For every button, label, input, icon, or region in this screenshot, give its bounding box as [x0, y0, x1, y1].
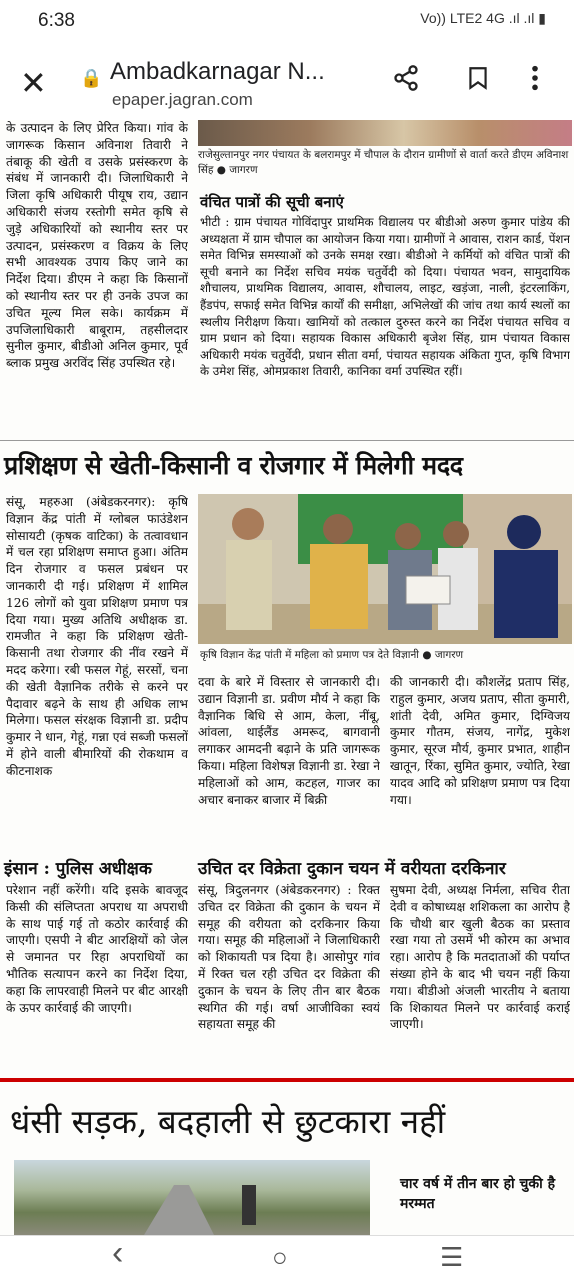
chaupal-photo [198, 120, 572, 146]
page-url: epaper.jagran.com [112, 90, 253, 109]
article-headline: इंसान : पुलिस अधीक्षक [4, 859, 152, 879]
status-bar [0, 0, 574, 44]
lock-icon: 🔒 [80, 68, 103, 88]
article-headline: उचित दर विक्रेता दुकान चयन में वरीयता दरकिनार [198, 859, 506, 879]
photo-caption: राजेसुल्तानपुर नगर पंचायत के बलरामपुर में चौपाल के दौरान ग्रामीणों से वार्ता करते डीएम अविनाश सिंह ● जागरण [198, 149, 569, 176]
article-body: परेशान नहीं करेंगी। यदि इसके बावजूद किसी की संलिप्तता अपराध या अपराधी के साथ पाई गई तो कठोर कार्रवाई की जाएगी। एसपी ने बीट आरक्षियों को जेल से जमानत पर रिहा अपराधियों का भौतिक सत्यापन करने का निर्देश दिया, कहा कि लापरवाही मिलने पर बीट आरक्षी के ऊपर कार्रवाई की जाएगी। [6, 883, 188, 1015]
road-photo [14, 1160, 370, 1235]
bottom-headline: धंसी सड़क, बदहाली से छुटकारा नहीं [10, 1102, 446, 1141]
epaper-page [0, 120, 574, 1235]
article-body: की जानकारी दी। कौशलेंद्र प्रताप सिंह, राहुल कुमार, अजय प्रताप, सीता कुमारी, शांती देवी, अमित कुमार, दिग्विजय कुमार गौतम, संजय, नागेंद्र, मुकेश कुमार, सूरज मौर्य, कुमार प्रभात, शाहीन खातून, रिंका, सुमित कुमार, ज्योति, रेखा यादव आदि को प्रशिक्षण प्रमाण पत्र दिया गया। [390, 675, 570, 807]
article-headline: वंचित पात्रों की सूची बनाएं [200, 193, 344, 211]
system-nav-bar [0, 1235, 574, 1280]
photo-caption: कृषि विज्ञान केंद्र पांती में महिला को प्रमाण पत्र देते विज्ञानी ● जागरण [200, 649, 464, 661]
more-vert-icon[interactable] [530, 64, 540, 99]
status-icons: Vo)) LTE2 4G .ıl .ıl ▮ [420, 10, 546, 26]
home-icon[interactable]: ○ [272, 1242, 288, 1272]
divider [0, 440, 574, 441]
article-continuation: के उत्पादन के लिए प्रेरित किया। गांव के जागरूक किसान अविनाश तिवारी ने तंबाकू की खेती व उसके प्रसंस्करण के संबंध में जानकारी दी। जिलाधिकारी ने जिला कृषि अधिकारी पीयूष राय, उद्यान अधिकारी संजय रस्तोगी समेत कृषि से जुड़े अधिकारियों को स्थानीय स्तर पर उत्पादन, प्रसंस्करण व विक्रय के लिए सभी आवश्यक उपाय किए जाने का निर्देश दिया। डीएम ने कहा कि किसानों को स्थानीय स्तर पर ही उनके उपज का उचित मूल्य मिल सके। कार्यक्रम में उपजिलाधिकारी बाबूराम, तहसीलदार सुनील कुमार, बीडीओ अनिल कुमार, पूर्व ब्लाक प्रमुख अरविंद सिंह उपस्थित रहे। [6, 121, 188, 371]
bookmark-icon[interactable] [465, 64, 491, 99]
article-body: सुषमा देवी, अध्यक्ष निर्मला, सचिव रीता देवी व कोषाध्यक्ष शशिकला का आरोप है कि चौथी बार खुली बैठक का प्रस्ताव रखा गया तो उसमें भी कोरम का अभाव रहा। आरोप है कि मतदाताओं की पर्याप्त संख्या होने के बाद भी चयन नहीं किया गया। बीडीओ अंजली भारतीय ने बताया कि शिकायत मिलने पर कार्रवाई कराई जाएगी। [390, 883, 570, 1032]
training-photo [198, 494, 572, 644]
close-icon[interactable]: ✕ [20, 65, 47, 101]
bottom-subheadline: चार वर्ष में तीन बार हो चुकी है मरम्मत [400, 1176, 556, 1212]
status-time: 6:38 [38, 10, 75, 31]
article-body: संसू, महरुआ (अंबेडकरनगर): कृषि विज्ञान केंद्र पांती में ग्लोबल फाउंडेशन सोसायटी (कृषक वाटिका) के तत्वावधान में चल रहा प्रशिक्षण समाप्त हुआ। अंतिम दिन रोजगार व फसल प्रबंधन पर जानकारी दी गई। प्रशिक्षण में शामिल 126 लोगों को युवा प्रशिक्षण प्रमाण पत्र दिया गया। मुख्य अतिथि अधीक्षक डा. रामजीत ने कहा कि प्रशिक्षण खेती-किसानी तथा रोजगार की नींव रखने में मदद करेगा। रबी फसल गेहूं, सरसों, चना की खेती वैज्ञानिक तरीके से करने पर पैदावार बढ़ने के साथ ही अधिक लाभ मिलेगा। फसल संरक्षक विज्ञानी डा. प्रदीप कुमार ने धान, गेहूं, गन्ना एवं सब्जी फसलों में होने वाली बीमारियों की रोकथाम व कीटनाशक [6, 495, 188, 778]
main-headline: प्रशिक्षण से खेती-किसानी व रोजगार में मिलेगी मदद [4, 451, 463, 480]
section-divider [0, 1078, 574, 1082]
recents-icon[interactable]: ☰ [440, 1242, 464, 1272]
article-body: भीटी : ग्राम पंचायत गोविंदापुर प्राथमिक विद्यालय पर बीडीओ अरुण कुमार पांडेय की अध्यक्षता में ग्राम चौपाल का आयोजन किया गया। ग्रामीणों ने आवास, राशन कार्ड, पेंशन समेत विभिन्न समस्याओं को उनके समक्ष रखा। बीडीओ ने कर्मियों को वंचित पात्रों की सूची बनाने का निर्देश सचिव मयंक चतुर्वेदी को दिया। पंचायत भवन, सामुदायिक शौचालय, प्राथमिक विद्यालय, आवास, शौचालय, लाइट, खड़ंजा, नाली, इंटरलाकिंग, हैंडपंप, सफाई समेत विभिन्न कार्यों की समीक्षा, अभिलेखों की जांच तथा कार्य स्थलों का स्थलीय निरीक्षण किया। खामियों को तत्काल दुरुस्त करने का निर्देश पंचायत सचिव व ग्राम प्रधान को दिया। सहायक विकास अधिकारी बृजेश सिंह, ग्राम पंचायत विकास अधिकारी मयंक चतुर्वेदी, प्रधान सीता वर्मा, पंचायत सहायक अंकिता गुप्त, कृषि विभाग के उमेश सिंह, ओमप्रकाश तिवारी, कानिका वर्मा उपस्थित रहीं। [200, 215, 570, 379]
share-icon[interactable] [392, 64, 420, 99]
back-icon[interactable]: ‹ [112, 1234, 124, 1272]
custom-tab-toolbar [0, 44, 574, 120]
article-body: संसू, त्रिदुलनगर (अंबेडकरनगर) : रिक्त उचित दर विक्रेता की दुकान के चयन में समूह की वरीयता को दरकिनार किया गया। समूह की महिलाओं ने जिलाधिकारी को शिकायती पत्र दिया है। आसोपुर गांव में रिक्त चल रही उचित दर विक्रेता की दुकान के चयन के लिए तीन बार बैठक स्थगित की गई। वर्षा आजीविका स्वयं सहायता समूह की [198, 883, 380, 1032]
page-title: Ambadkarnagar N... [110, 58, 325, 85]
article-body: दवा के बारे में विस्तार से जानकारी दी। उद्यान विज्ञानी डा. प्रवीण मौर्य ने कहा कि वैज्ञानिक बिधि से आम, केला, नींबू, आंवला, थाईलैंड अमरूद, बागवानी लगाकर आमदनी बढ़ाने के प्रति जागरूक किया। महिला विशेषज्ञ विज्ञानी डा. रेखा ने महिलाओं को आम, कटहल, गाजर का अचार बनाकर बाजार में बिक्री [198, 675, 380, 807]
